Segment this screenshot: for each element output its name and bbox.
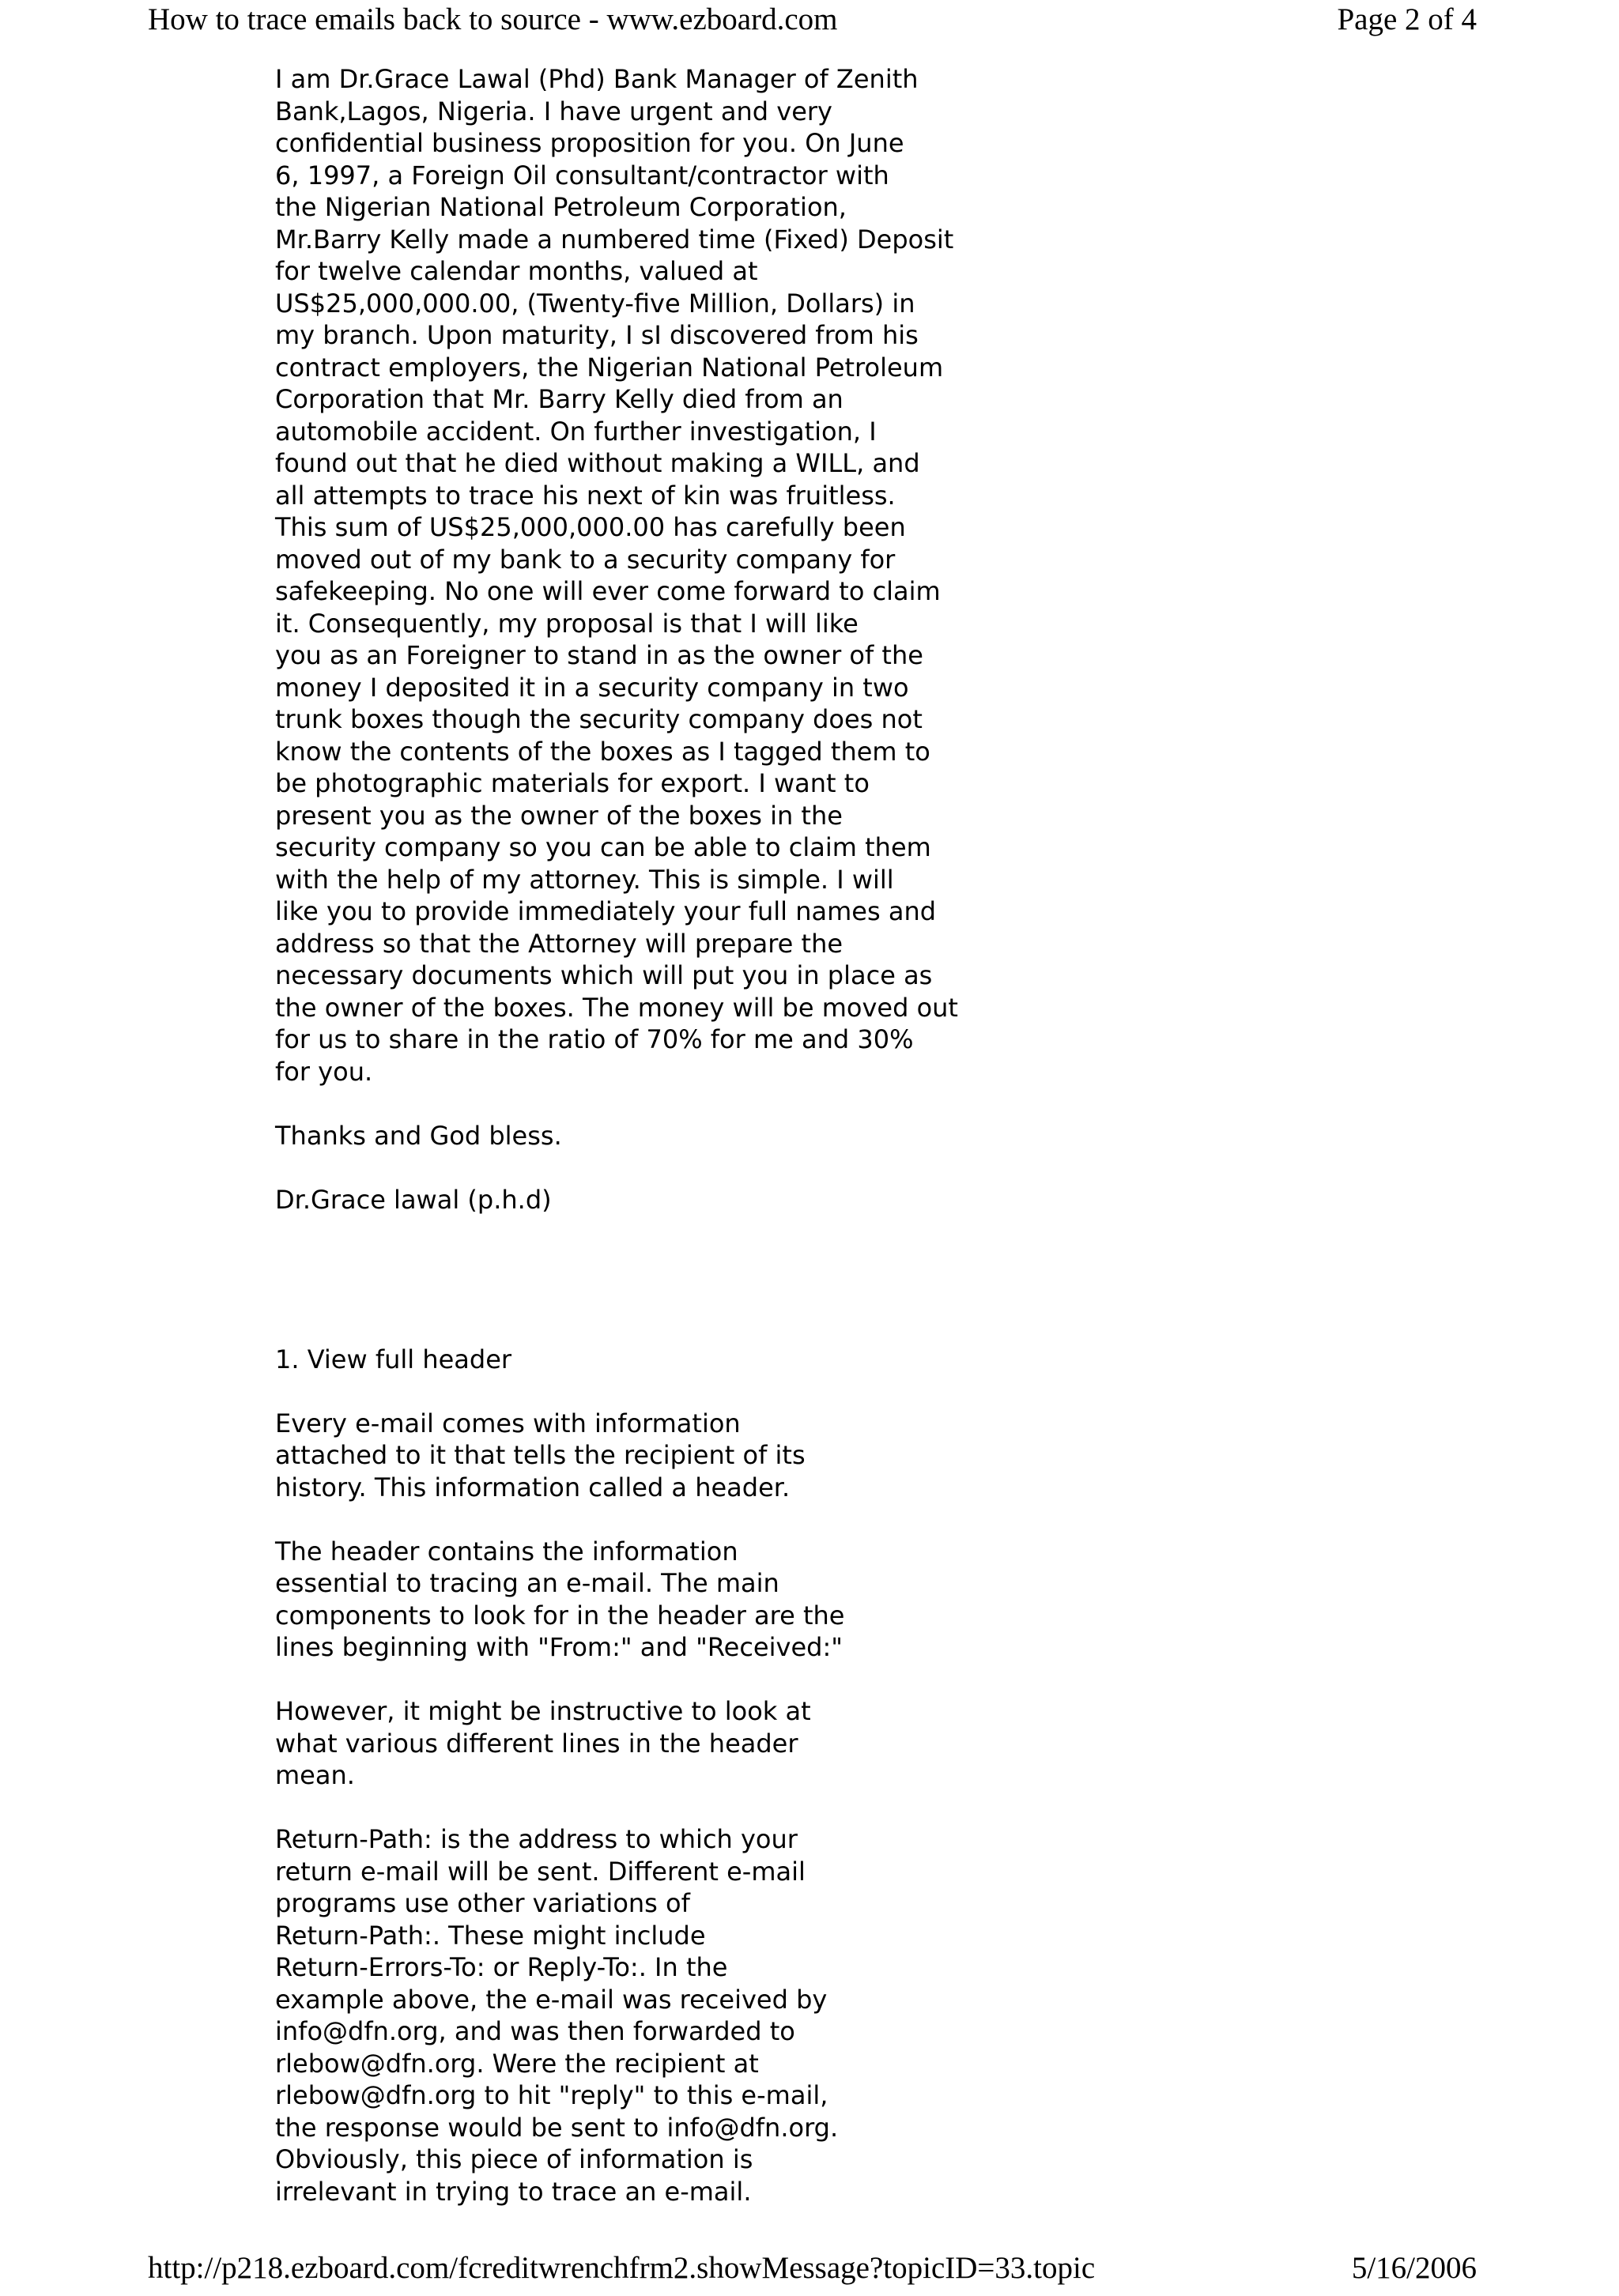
text-line: with the help of my attorney. This is simple. I will xyxy=(275,864,894,895)
text-line: Obviously, this piece of information is xyxy=(275,2144,753,2174)
text-line: know the contents of the boxes as I tagged them to xyxy=(275,736,930,767)
text-line: info@dfn.org, and was then forwarded to xyxy=(275,2016,795,2046)
letter-body xyxy=(275,63,1319,1088)
text-line: for twelve calendar months, valued at xyxy=(275,256,758,286)
text-line: US$25,000,000.00, (Twenty-five Million, Dollars) in xyxy=(275,288,915,319)
text-line: for us to share in the ratio of 70% for me and 30% xyxy=(275,1024,914,1054)
text-line: lines beginning with "From:" and "Received:" xyxy=(275,1632,843,1662)
text-line: all attempts to trace his next of kin was fruitless. xyxy=(275,480,896,511)
section-heading: 1. View full header xyxy=(275,1344,512,1374)
print-footer xyxy=(0,2249,1619,2296)
text-line: found out that he died without making a WILL, and xyxy=(275,448,920,478)
text-line: return e-mail will be sent. Different e-mail xyxy=(275,1856,806,1887)
text-line: the response would be sent to info@dfn.org. xyxy=(275,2112,839,2143)
text-line: address so that the Attorney will prepare the xyxy=(275,928,843,959)
text-line: programs use other variations of xyxy=(275,1888,690,1918)
text-line: present you as the owner of the boxes in the xyxy=(275,800,843,831)
text-line: I am Dr.Grace Lawal (Phd) Bank Manager of Zenith xyxy=(275,64,919,94)
print-header xyxy=(0,0,1619,47)
text-line: 6, 1997, a Foreign Oil consultant/contractor with xyxy=(275,160,889,190)
text-line: Return-Path: is the address to which your xyxy=(275,1824,798,1854)
text-line: for you. xyxy=(275,1056,373,1087)
text-line: components to look for in the header are the xyxy=(275,1600,845,1631)
message-content xyxy=(275,63,1319,2240)
letter-closing: Thanks and God bless. xyxy=(275,1120,562,1151)
paragraph-header-intro xyxy=(275,1408,1319,1504)
text-line: contract employers, the Nigerian National Petroleum xyxy=(275,352,944,383)
text-line: example above, the e-mail was received by xyxy=(275,1984,828,2015)
document-title: How to trace emails back to source - www.ezboard.com xyxy=(148,2,838,36)
text-line: money I deposited it in a security company in two xyxy=(275,672,909,703)
text-line: Corporation that Mr. Barry Kelly died from an xyxy=(275,384,843,414)
text-line: essential to tracing an e-mail. The main xyxy=(275,1568,779,1598)
paragraph-header-lines xyxy=(275,1695,1319,1792)
text-line: trunk boxes though the security company does not xyxy=(275,704,923,734)
text-line: automobile accident. On further investigation, I xyxy=(275,416,877,447)
print-date: 5/16/2006 xyxy=(1351,2251,1477,2285)
text-line: the Nigerian National Petroleum Corporation, xyxy=(275,192,847,222)
text-line: irrelevant in trying to trace an e-mail. xyxy=(275,2176,752,2207)
source-url: http://p218.ezboard.com/fcreditwrenchfrm2.showMessage?topicID=33.topic xyxy=(148,2251,1096,2285)
spacer xyxy=(275,1248,1319,1344)
text-line: my branch. Upon maturity, I sI discovered from his xyxy=(275,320,919,350)
paragraph-return-path xyxy=(275,1823,1319,2207)
text-line: Mr.Barry Kelly made a numbered time (Fixed) Deposit xyxy=(275,224,954,254)
text-line: Bank,Lagos, Nigeria. I have urgent and very xyxy=(275,96,832,126)
text-line: safekeeping. No one will ever come forward to claim xyxy=(275,576,941,606)
text-line: Return-Path:. These might include xyxy=(275,1920,706,1951)
text-line: what various different lines in the header xyxy=(275,1728,798,1759)
text-line: The header contains the information xyxy=(275,1536,738,1566)
text-line: rlebow@dfn.org. Were the recipient at xyxy=(275,2048,759,2079)
text-line: attached to it that tells the recipient of its xyxy=(275,1440,806,1470)
text-line: rlebow@dfn.org to hit "reply" to this e-mail, xyxy=(275,2080,828,2110)
text-line: like you to provide immediately your full names and xyxy=(275,896,937,926)
text-line: mean. xyxy=(275,1760,355,1790)
text-line: security company so you can be able to claim them xyxy=(275,832,931,862)
text-line: be photographic materials for export. I want to xyxy=(275,768,870,798)
text-line: the owner of the boxes. The money will be moved out xyxy=(275,992,958,1023)
text-line: you as an Foreigner to stand in as the owner of the xyxy=(275,640,923,670)
text-line: necessary documents which will put you in place as xyxy=(275,960,933,990)
text-line: This sum of US$25,000,000.00 has carefully been xyxy=(275,512,906,542)
text-line: Every e-mail comes with information xyxy=(275,1408,741,1438)
text-line: Return-Errors-To: or Reply-To:. In the xyxy=(275,1952,728,1982)
text-line: moved out of my bank to a security company for xyxy=(275,544,896,575)
text-line: However, it might be instructive to look at xyxy=(275,1696,811,1726)
page-number: Page 2 of 4 xyxy=(1337,2,1477,36)
text-line: it. Consequently, my proposal is that I will like xyxy=(275,608,859,639)
text-line: confidential business proposition for you. On June xyxy=(275,128,904,158)
paragraph-header-components xyxy=(275,1536,1319,1664)
letter-signature: Dr.Grace lawal (p.h.d) xyxy=(275,1184,552,1215)
text-line: history. This information called a header. xyxy=(275,1472,791,1502)
